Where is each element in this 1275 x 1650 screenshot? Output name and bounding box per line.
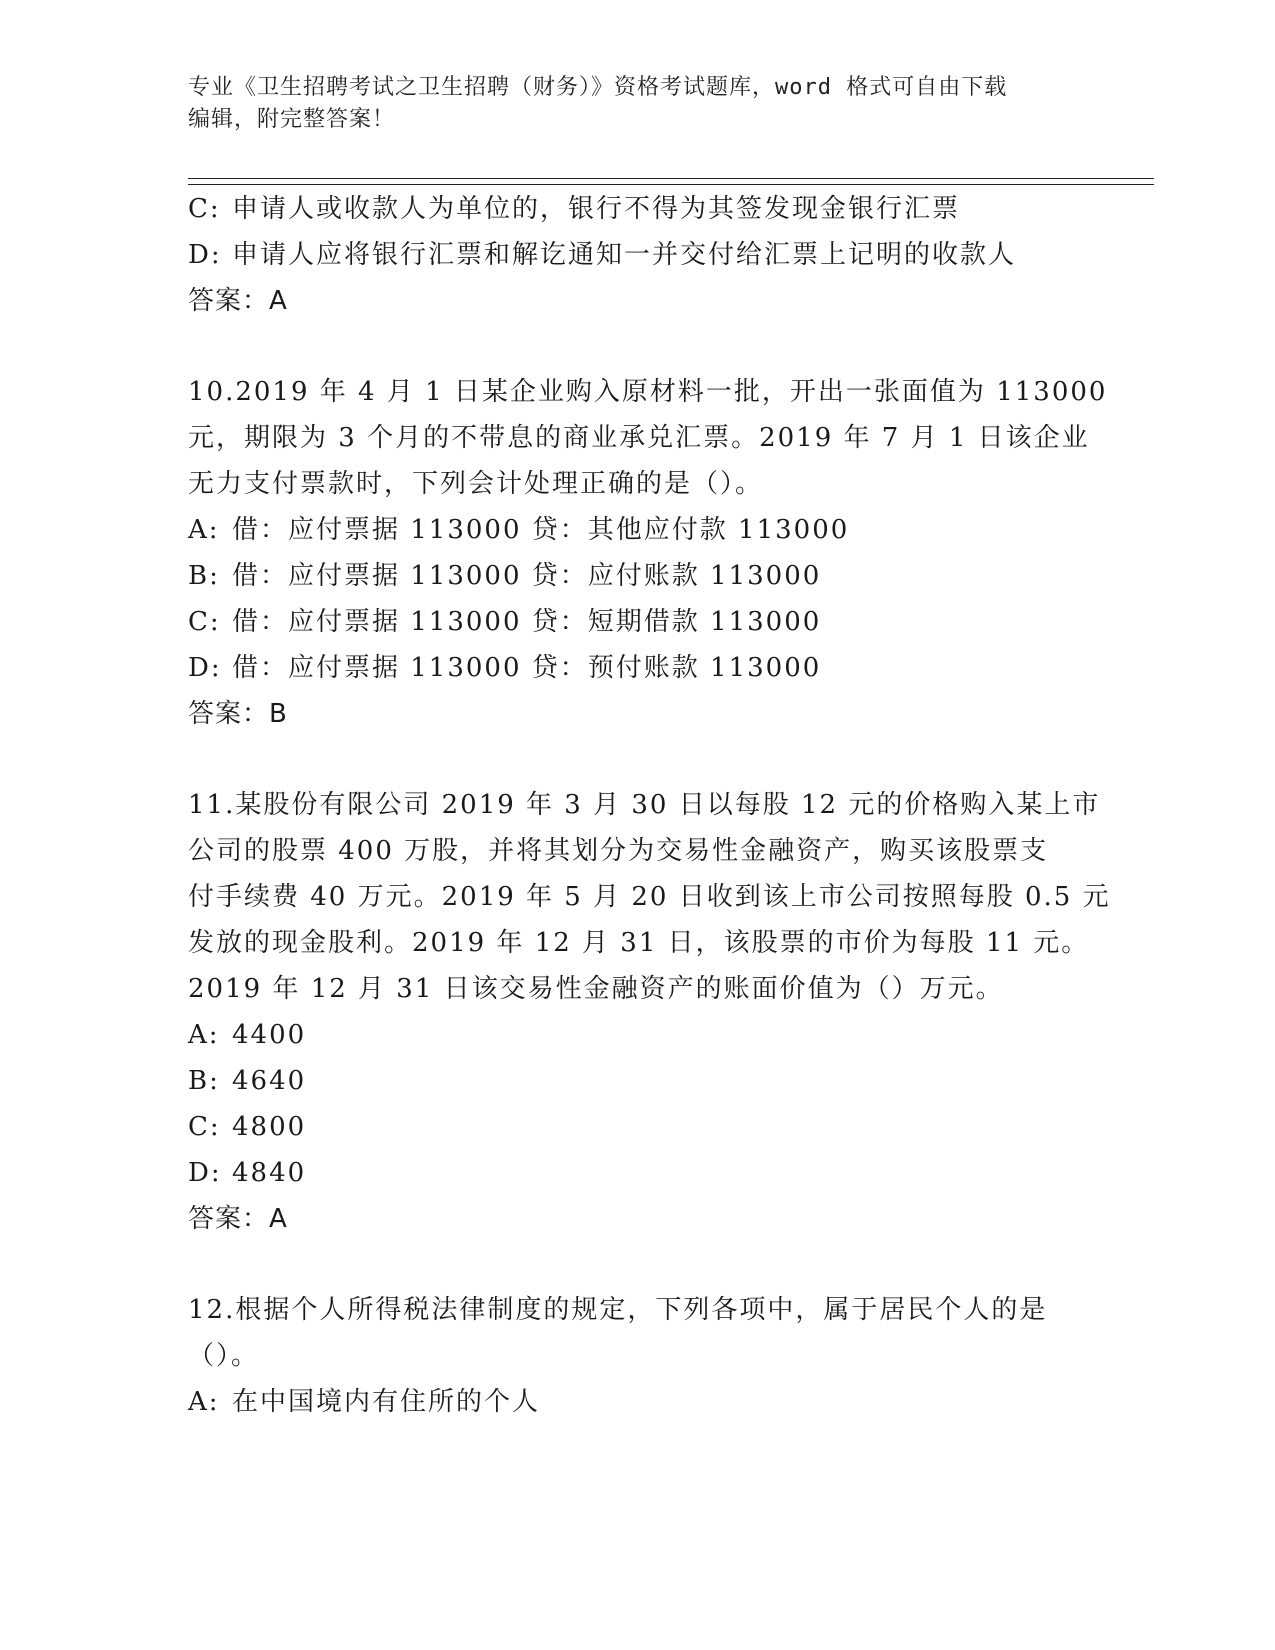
question-10 — [188, 369, 1108, 737]
option-c — [188, 599, 1088, 645]
header-line-2: 编辑，附完整答案！ — [188, 107, 396, 132]
option-letter: A: — [188, 515, 220, 545]
option-letter: A: — [188, 1387, 220, 1417]
spacer — [188, 737, 1088, 782]
option-letter: B: — [188, 1066, 220, 1096]
option-a — [188, 1379, 1088, 1425]
question-stem-line: 发放的现金股利。2019 年 12 月 31 日，该股票的市价为每股 11 元。 — [188, 928, 1090, 958]
option-text: 借：应付票据 113000 贷：其他应付款 113000 — [232, 515, 850, 545]
option-text: 申请人或收款人为单位的，银行不得为其签发现金银行汇票 — [232, 194, 961, 224]
option-text: 借：应付票据 113000 贷：预付账款 113000 — [232, 653, 822, 683]
option-letter: C: — [188, 194, 221, 224]
option-letter: D: — [188, 240, 222, 270]
question-stem-line: 公司的股票 400 万股，并将其划分为交易性金融资产，购买该股票支 — [188, 836, 1049, 866]
option-text: 借：应付票据 113000 贷：短期借款 113000 — [232, 607, 822, 637]
option-text: 在中国境内有住所的个人 — [232, 1387, 541, 1417]
question-stem-line: 12.根据个人所得税法律制度的规定，下列各项中，属于居民个人的是 — [188, 1295, 1048, 1325]
option-b — [188, 1058, 1088, 1104]
question-stem-line: 元，期限为 3 个月的不带息的商业承兑汇票。2019 年 7 月 1 日该企业 — [188, 423, 1090, 453]
option-letter: C: — [188, 1112, 221, 1142]
question-stem-line: 2019 年 12 月 31 日该交易性金融资产的账面价值为（）万元。 — [188, 974, 1004, 1004]
header-line-1: 专业《卫生招聘考试之卫生招聘（财务）》资格考试题库，word 格式可自由下载 — [188, 75, 1008, 100]
header-divider-top — [188, 178, 1154, 179]
option-letter: D: — [188, 1158, 222, 1188]
option-text: 申请人应将银行汇票和解讫通知一并交付给汇票上记明的收款人 — [232, 240, 1017, 270]
option-text: 4400 — [232, 1020, 307, 1050]
question-stem-line: 付手续费 40 万元。2019 年 5 月 20 日收到该上市公司按照每股 0.5 元 — [188, 882, 1111, 912]
option-text: 4840 — [232, 1158, 307, 1188]
option-text: 借：应付票据 113000 贷：应付账款 113000 — [232, 561, 822, 591]
question-stem-line: （）。 — [188, 1341, 260, 1371]
answer-line: 答案：A — [188, 1204, 288, 1234]
option-letter: C: — [188, 607, 221, 637]
option-text: 4800 — [232, 1112, 307, 1142]
option-letter: D: — [188, 653, 222, 683]
option-d — [188, 1150, 1088, 1196]
option-c — [188, 186, 1088, 232]
question-stem-line: 11.某股份有限公司 2019 年 3 月 30 日以每股 12 元的价格购入某上市 — [188, 790, 1101, 820]
option-letter: B: — [188, 561, 220, 591]
answer-line: 答案：B — [188, 699, 288, 729]
question-stem-line: 无力支付票款时，下列会计处理正确的是（）。 — [188, 469, 764, 499]
spacer — [188, 1242, 1088, 1287]
option-d — [188, 232, 1088, 278]
question-12 — [188, 1287, 1088, 1425]
answer-line: 答案：A — [188, 286, 288, 316]
header-divider-bottom — [188, 184, 1154, 185]
question-list — [188, 186, 1111, 1425]
question-stem-line: 10.2019 年 4 月 1 日某企业购入原材料一批，开出一张面值为 113000 — [188, 377, 1108, 407]
document-header — [188, 72, 1088, 136]
option-text: 4640 — [232, 1066, 307, 1096]
spacer — [188, 324, 1088, 369]
option-a — [188, 1012, 1088, 1058]
option-a — [188, 507, 1088, 553]
question-11 — [188, 782, 1111, 1242]
option-c — [188, 1104, 1088, 1150]
option-letter: A: — [188, 1020, 220, 1050]
option-b — [188, 553, 1088, 599]
option-d — [188, 645, 1088, 691]
previous-question-tail — [188, 186, 1088, 324]
